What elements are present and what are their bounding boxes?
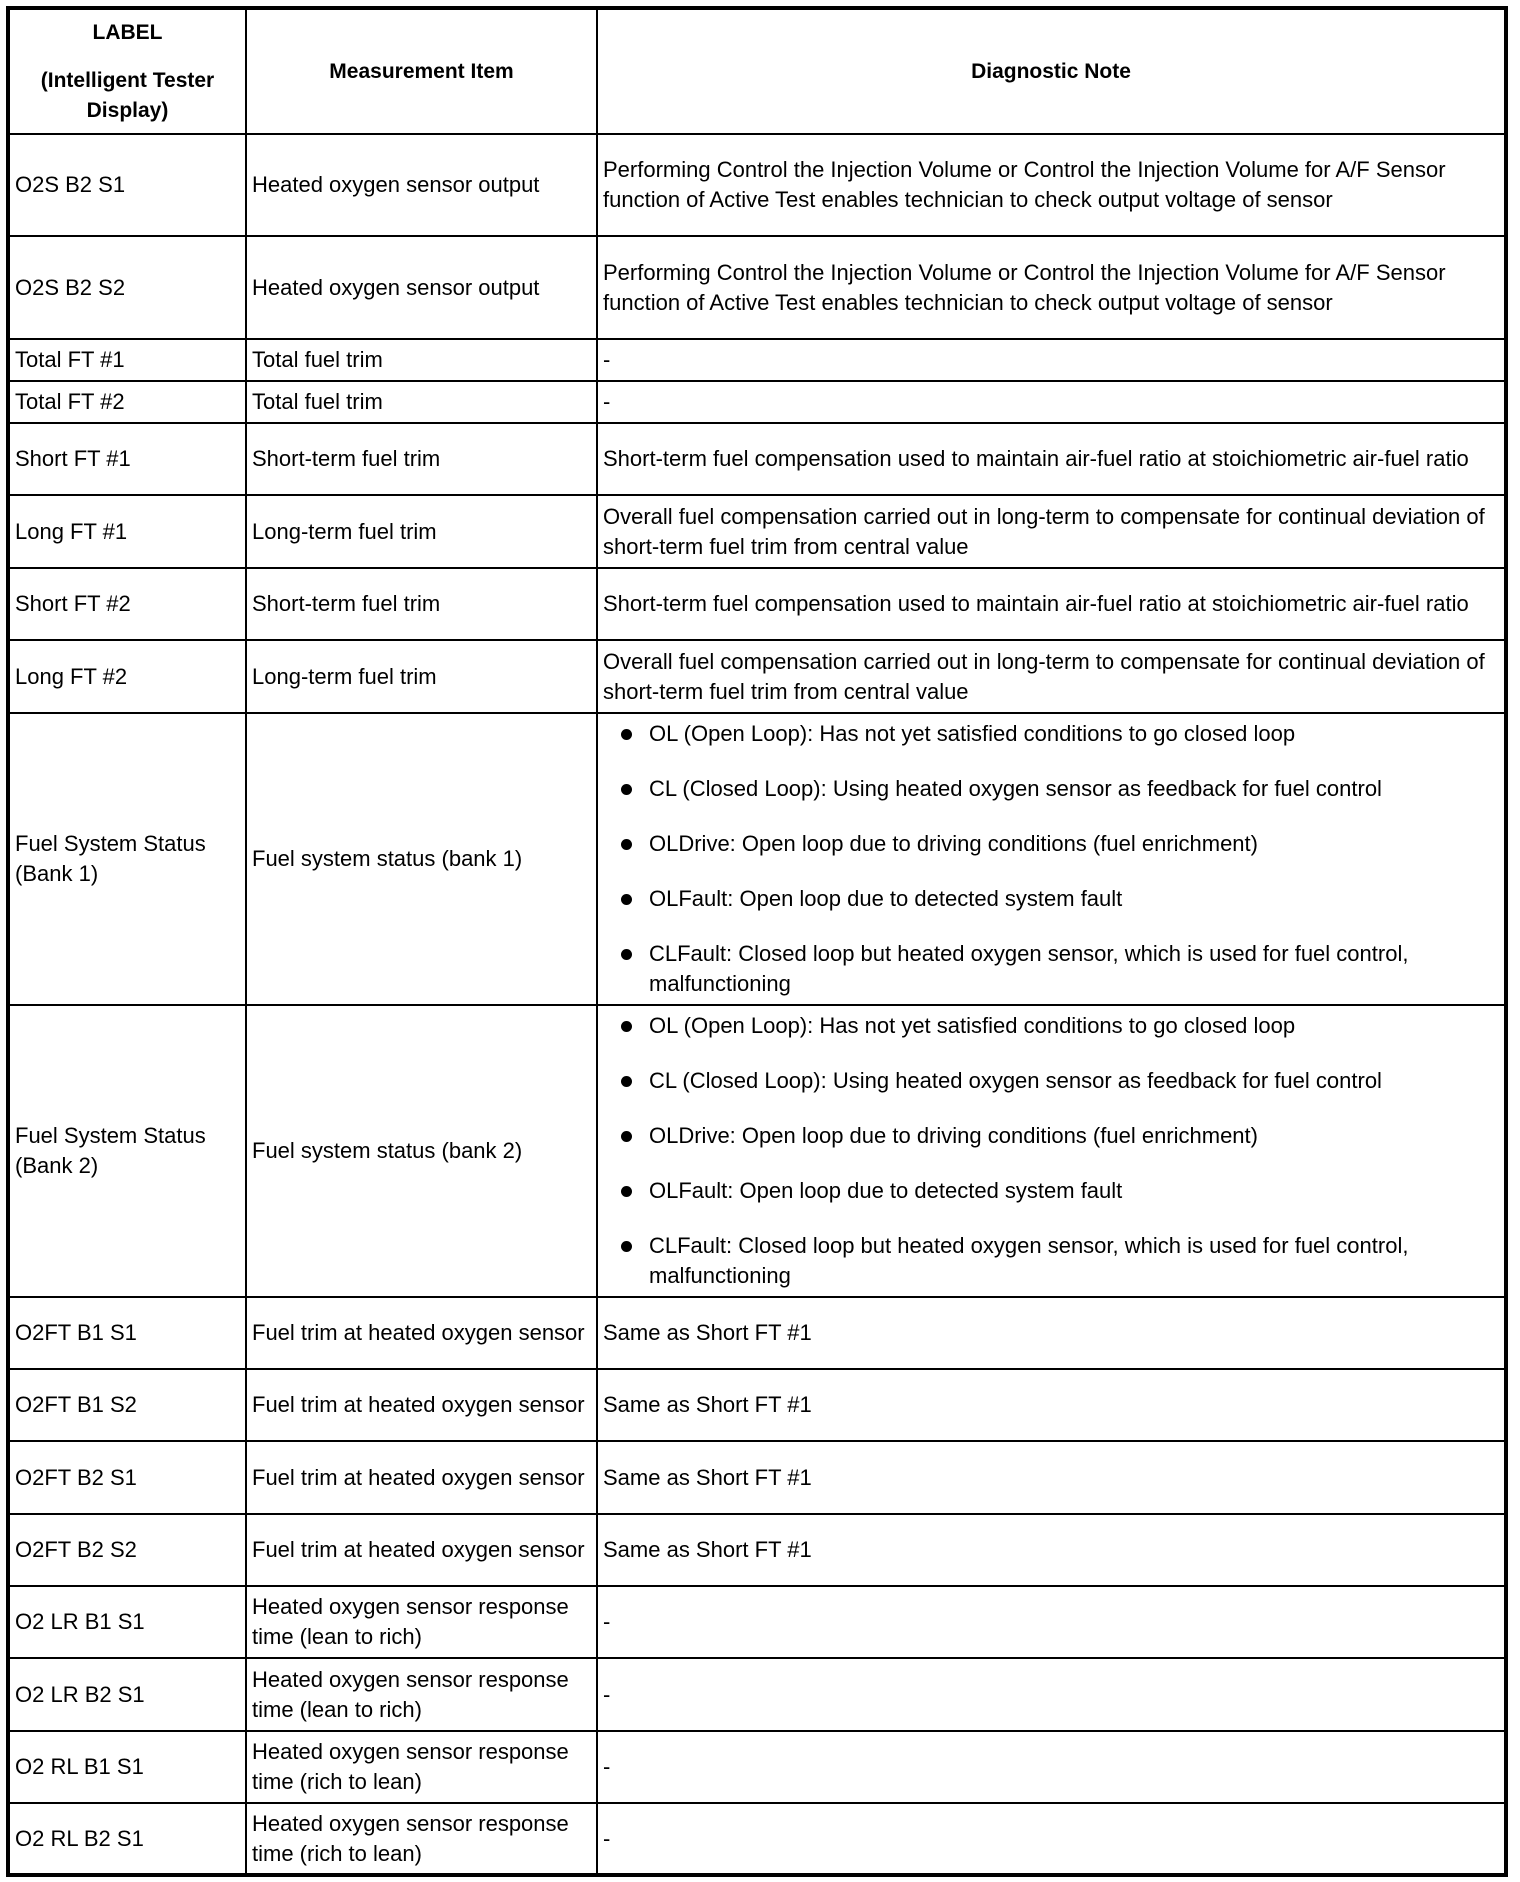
list-item	[621, 884, 1499, 914]
note-cell: -	[597, 1731, 1506, 1803]
list-item	[621, 1011, 1499, 1041]
label-cell: O2FT B2 S2	[8, 1514, 246, 1586]
bullet-icon	[621, 1186, 632, 1197]
bullet-text: CL (Closed Loop): Using heated oxygen sensor as feedback for fuel control	[649, 1068, 1382, 1093]
header-label	[8, 8, 246, 134]
measurement-cell: Short-term fuel trim	[246, 423, 597, 495]
label-cell: O2 LR B2 S1	[8, 1658, 246, 1731]
label-cell: O2S B2 S2	[8, 236, 246, 339]
table-row	[8, 568, 1506, 640]
measurement-cell: Heated oxygen sensor response time (lean to rich)	[246, 1658, 597, 1731]
list-item	[621, 829, 1499, 859]
table-row	[8, 1297, 1506, 1369]
label-cell: Fuel System Status (Bank 1)	[8, 713, 246, 1005]
bullet-icon	[621, 894, 632, 905]
table-row	[8, 640, 1506, 713]
label-cell: O2FT B1 S2	[8, 1369, 246, 1441]
measurement-cell: Short-term fuel trim	[246, 568, 597, 640]
measurement-cell: Heated oxygen sensor response time (lean to rich)	[246, 1586, 597, 1658]
list-item	[621, 1231, 1499, 1291]
table-row	[8, 495, 1506, 568]
measurement-cell: Fuel trim at heated oxygen sensor	[246, 1441, 597, 1514]
bullet-text: CL (Closed Loop): Using heated oxygen sensor as feedback for fuel control	[649, 776, 1382, 801]
list-item	[621, 719, 1499, 749]
measurement-cell: Fuel trim at heated oxygen sensor	[246, 1514, 597, 1586]
table-row	[8, 134, 1506, 236]
table-row	[8, 381, 1506, 423]
bullet-icon	[621, 729, 632, 740]
measurement-cell: Heated oxygen sensor response time (rich to lean)	[246, 1731, 597, 1803]
table-row	[8, 339, 1506, 381]
table-row	[8, 1369, 1506, 1441]
bullet-text: OLDrive: Open loop due to driving conditions (fuel enrichment)	[649, 1123, 1258, 1148]
label-cell: Long FT #2	[8, 640, 246, 713]
header-label-subtitle: (Intelligent Tester Display)	[40, 68, 215, 122]
note-cell: Short-term fuel compensation used to maintain air-fuel ratio at stoichiometric air-fuel ratio	[597, 423, 1506, 495]
bullet-text: CLFault: Closed loop but heated oxygen sensor, which is used for fuel control, malfunctioning	[649, 941, 1409, 996]
note-cell: Same as Short FT #1	[597, 1514, 1506, 1586]
note-cell: Short-term fuel compensation used to maintain air-fuel ratio at stoichiometric air-fuel ratio	[597, 568, 1506, 640]
bullet-icon	[621, 1021, 632, 1032]
note-cell	[597, 713, 1506, 1005]
measurement-cell: Fuel system status (bank 1)	[246, 713, 597, 1005]
note-cell: -	[597, 1658, 1506, 1731]
label-cell: O2FT B1 S1	[8, 1297, 246, 1369]
measurement-cell: Fuel trim at heated oxygen sensor	[246, 1297, 597, 1369]
bullet-icon	[621, 839, 632, 850]
list-item	[621, 1176, 1499, 1206]
label-cell: O2S B2 S1	[8, 134, 246, 236]
label-cell: Short FT #2	[8, 568, 246, 640]
note-cell: Overall fuel compensation carried out in long-term to compensate for continual deviation of short-term fuel trim from central value	[597, 640, 1506, 713]
label-cell: O2 RL B2 S1	[8, 1803, 246, 1875]
table-row	[8, 236, 1506, 339]
note-cell: -	[597, 339, 1506, 381]
bullet-text: OL (Open Loop): Has not yet satisfied conditions to go closed loop	[649, 721, 1296, 746]
header-label-title: LABEL	[92, 20, 163, 44]
header-row	[8, 8, 1506, 134]
label-cell: Total FT #1	[8, 339, 246, 381]
table-row	[8, 423, 1506, 495]
bullet-text: CLFault: Closed loop but heated oxygen sensor, which is used for fuel control, malfunctioning	[649, 1233, 1409, 1288]
bullet-icon	[621, 784, 632, 795]
table-row	[8, 1441, 1506, 1514]
table-row	[8, 1803, 1506, 1875]
measurement-cell: Heated oxygen sensor output	[246, 236, 597, 339]
label-cell: O2FT B2 S1	[8, 1441, 246, 1514]
header-note: Diagnostic Note	[597, 8, 1506, 134]
bullet-text: OLFault: Open loop due to detected system fault	[649, 886, 1123, 911]
bullet-list	[603, 1007, 1499, 1295]
bullet-text: OLDrive: Open loop due to driving conditions (fuel enrichment)	[649, 831, 1258, 856]
bullet-icon	[621, 1131, 632, 1142]
list-item	[621, 1121, 1499, 1151]
note-cell: Same as Short FT #1	[597, 1369, 1506, 1441]
label-cell: Short FT #1	[8, 423, 246, 495]
note-cell	[597, 1005, 1506, 1297]
bullet-list	[603, 715, 1499, 1003]
note-cell: Same as Short FT #1	[597, 1297, 1506, 1369]
list-item	[621, 774, 1499, 804]
table-row	[8, 1514, 1506, 1586]
measurement-cell: Heated oxygen sensor output	[246, 134, 597, 236]
note-cell: Same as Short FT #1	[597, 1441, 1506, 1514]
table-row	[8, 1731, 1506, 1803]
label-cell: Total FT #2	[8, 381, 246, 423]
table-row	[8, 1005, 1506, 1297]
list-item	[621, 1066, 1499, 1096]
note-cell: Performing Control the Injection Volume or Control the Injection Volume for A/F Sensor function of Active Test enables technician to check output voltage of sensor	[597, 236, 1506, 339]
note-cell: -	[597, 1586, 1506, 1658]
measurement-cell: Heated oxygen sensor response time (rich to lean)	[246, 1803, 597, 1875]
bullet-text: OL (Open Loop): Has not yet satisfied conditions to go closed loop	[649, 1013, 1296, 1038]
bullet-text: OLFault: Open loop due to detected system fault	[649, 1178, 1123, 1203]
table-row	[8, 713, 1506, 1005]
note-cell: Overall fuel compensation carried out in long-term to compensate for continual deviation of short-term fuel trim from central value	[597, 495, 1506, 568]
table-row	[8, 1658, 1506, 1731]
table-row	[8, 1586, 1506, 1658]
data-list-table	[6, 6, 1508, 1877]
note-cell: Performing Control the Injection Volume or Control the Injection Volume for A/F Sensor function of Active Test enables technician to check output voltage of sensor	[597, 134, 1506, 236]
header-measurement: Measurement Item	[246, 8, 597, 134]
bullet-icon	[621, 1076, 632, 1087]
measurement-cell: Fuel trim at heated oxygen sensor	[246, 1369, 597, 1441]
note-cell: -	[597, 1803, 1506, 1875]
measurement-cell: Long-term fuel trim	[246, 640, 597, 713]
measurement-cell: Fuel system status (bank 2)	[246, 1005, 597, 1297]
list-item	[621, 939, 1499, 999]
label-cell: Long FT #1	[8, 495, 246, 568]
measurement-cell: Total fuel trim	[246, 381, 597, 423]
bullet-icon	[621, 1241, 632, 1252]
note-cell: -	[597, 381, 1506, 423]
label-cell: O2 LR B1 S1	[8, 1586, 246, 1658]
label-cell: Fuel System Status (Bank 2)	[8, 1005, 246, 1297]
measurement-cell: Total fuel trim	[246, 339, 597, 381]
measurement-cell: Long-term fuel trim	[246, 495, 597, 568]
label-cell: O2 RL B1 S1	[8, 1731, 246, 1803]
bullet-icon	[621, 949, 632, 960]
